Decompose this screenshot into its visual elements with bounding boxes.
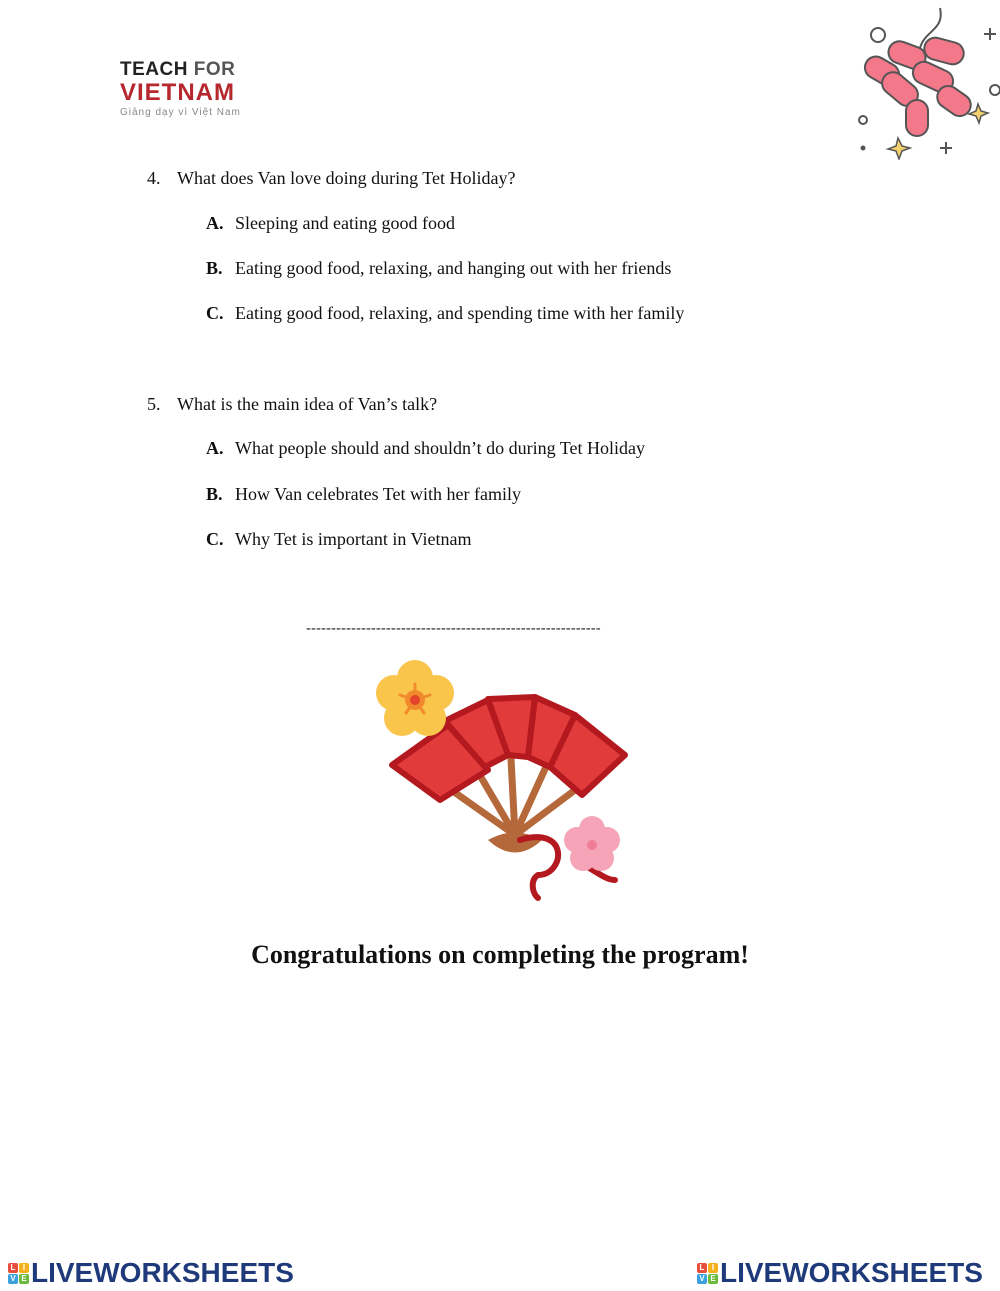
- question-number: 5.: [147, 394, 161, 414]
- option-letter: C.: [206, 529, 224, 549]
- liveworksheets-wordmark: LIVEWORKSHEETS: [31, 1257, 294, 1288]
- option-text: Eating good food, relaxing, and hanging out with her friends: [235, 258, 672, 278]
- option-letter: B.: [206, 484, 223, 504]
- question-text: What is the main idea of Van’s talk?: [177, 394, 438, 414]
- option-letter: A.: [206, 213, 224, 233]
- liveworksheets-logo-left: [8, 1258, 294, 1288]
- firecrackers-icon: [850, 0, 1000, 160]
- question-4-option-c[interactable]: [206, 302, 684, 324]
- liveworksheets-logo-right: [697, 1258, 983, 1288]
- dashed-separator: -----------------------------------------------------------: [306, 620, 601, 637]
- block-i: I: [708, 1263, 718, 1273]
- liveworksheets-blocks-icon: [8, 1263, 29, 1284]
- question-5-option-b[interactable]: [206, 483, 521, 505]
- congratulations-heading: Congratulations on completing the program!: [251, 940, 749, 969]
- option-text: How Van celebrates Tet with her family: [235, 484, 521, 504]
- block-v: V: [8, 1274, 18, 1284]
- block-v: V: [697, 1274, 707, 1284]
- question-5: [147, 393, 437, 415]
- option-text: Why Tet is important in Vietnam: [235, 529, 472, 549]
- block-i: I: [19, 1263, 29, 1273]
- option-text: Eating good food, relaxing, and spending time with her family: [235, 303, 685, 323]
- option-letter: C.: [206, 303, 224, 323]
- logo-word-for: FOR: [193, 59, 236, 80]
- question-5-option-a[interactable]: [206, 437, 645, 459]
- option-text: What people should and shouldn’t do during Tet Holiday: [235, 438, 646, 458]
- question-5-option-c[interactable]: [206, 528, 471, 550]
- block-l: L: [8, 1263, 18, 1273]
- liveworksheets-blocks-icon: [697, 1263, 718, 1284]
- logo-line-1: [120, 60, 241, 80]
- liveworksheets-wordmark: LIVEWORKSHEETS: [720, 1257, 983, 1288]
- option-text: Sleeping and eating good food: [235, 213, 455, 233]
- logo-word-teach: TEACH: [120, 59, 188, 80]
- block-e: E: [19, 1274, 29, 1284]
- question-text: What does Van love doing during Tet Holiday?: [177, 168, 516, 188]
- hand-fan-icon: [370, 655, 640, 905]
- teach-for-vietnam-logo: [120, 60, 241, 120]
- option-letter: A.: [206, 438, 224, 458]
- question-4-option-a[interactable]: [206, 212, 455, 234]
- option-letter: B.: [206, 258, 223, 278]
- question-number: 4.: [147, 168, 161, 188]
- question-4-option-b[interactable]: [206, 257, 671, 279]
- question-4: [147, 167, 516, 189]
- logo-word-vietnam: VIETNAM: [120, 79, 235, 106]
- logo-tagline: Giảng dạy vì Việt Nam: [120, 107, 241, 118]
- block-e: E: [708, 1274, 718, 1284]
- block-l: L: [697, 1263, 707, 1273]
